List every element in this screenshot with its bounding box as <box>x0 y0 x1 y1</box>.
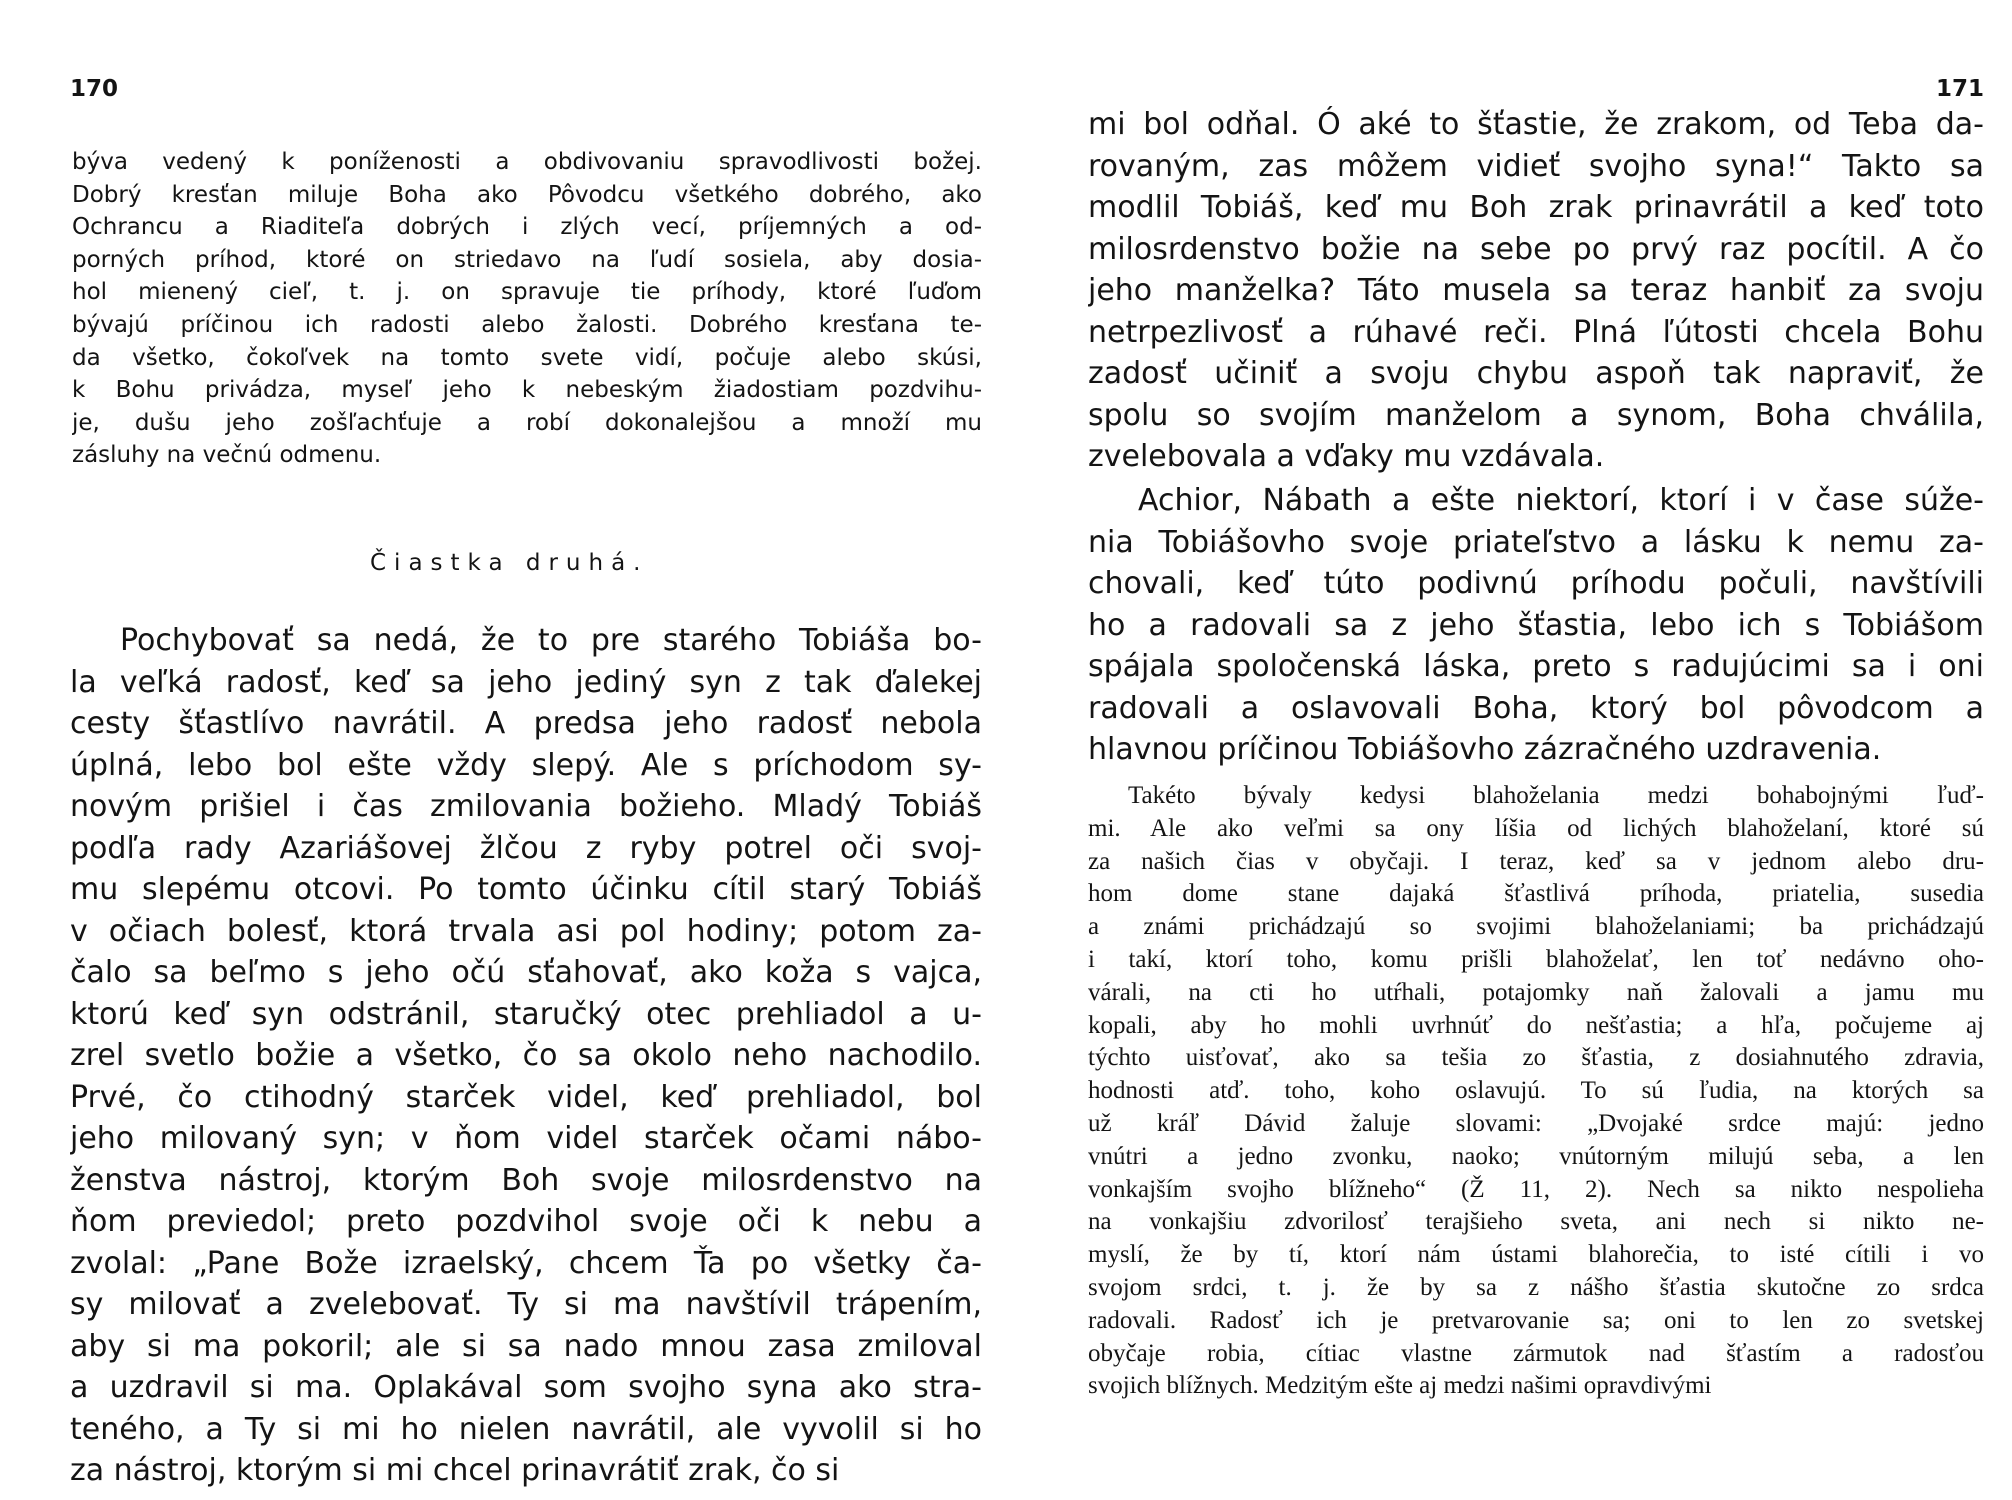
text-line: hlavnou príčinou Tobiášovho zázračného uzdravenia. <box>1088 732 1882 767</box>
text-line: netrpezlivosť a rúhavé reči. Plná ľútosti chcela Bohu <box>1088 314 1984 350</box>
text-line: mi. Ale ako veľmi sa ony líšia od lichých blahoželaní, ktoré sú <box>1088 814 1984 842</box>
text-line: svojom srdci, t. j. že by sa z nášho šťastia skutočne zo srdca <box>1088 1273 1984 1301</box>
text-line: úplná, lebo bol ešte vždy slepý. Ale s príchodom sy- <box>70 747 982 783</box>
text-line: a známi prichádzajú so svojimi blahoželaniami; ba prichádzajú <box>1088 913 1984 941</box>
text-line: mi bol odňal. Ó aké to šťastie, že zrakom, od Teba da- <box>1088 107 1984 142</box>
text-line: modlil Tobiáš, keď mu Boh zrak prinavrátil a keď toto <box>1088 190 1984 225</box>
text-line: mu slepému otcovi. Po tomto účinku cítil starý Tobiáš <box>70 872 982 907</box>
text-line: aby si ma pokoril; ale si sa nado mnou zasa zmiloval <box>70 1328 982 1364</box>
text-line: kopali, aby ho mohli uvrhnúť do nešťastia; a hľa, počujeme aj <box>1088 1011 1984 1039</box>
text-line: za našich čias v obyčaji. I teraz, keď sa v jednom alebo dru- <box>1088 847 1984 875</box>
text-line: Dobrý kresťan miluje Boha ako Pôvodcu všetkého dobrého, ako <box>72 181 982 208</box>
text-line: ktorú keď syn odstránil, staručký otec prehliadol a u- <box>70 996 982 1032</box>
text-line: sy milovať a zvelebovať. Ty si ma navštívil trápením, <box>70 1287 982 1322</box>
text-line: rovaným, zas môžem vidieť svojho syna!“ Takto sa <box>1088 148 1984 184</box>
text-line: zvelebovala a vďaky mu vzdávala. <box>1088 439 1605 474</box>
paragraph-body <box>1088 480 1984 771</box>
text-line: la veľká radosť, keď sa jeho jediný syn z tak ďalekej <box>70 664 982 700</box>
text-line: porných príhod, ktoré on striedavo na ľudí sosiela, aby dosia- <box>72 246 982 273</box>
text-line: radovali. Radosť ich je pretvarovanie sa; oni to len zo svetskej <box>1088 1306 1984 1334</box>
text-line: ňom previedol; preto pozdvihol svoje oči k nebu a <box>70 1204 982 1239</box>
text-line: da všetko, čokoľvek na tomto svete vidí, počuje alebo skúsi, <box>72 344 982 371</box>
text-line: várali, na cti ho utŕhali, potajomky naň žalovali a jamu mu <box>1088 978 1984 1006</box>
text-line: teného, a Ty si mi ho nielen navrátil, ale vyvolil si ho <box>70 1411 982 1447</box>
text-line: Prvé, čo ctihodný starček videl, keď prehliadol, bol <box>70 1079 982 1115</box>
text-line: zásluhy na večnú odmenu. <box>72 442 382 469</box>
text-line: jeho milovaný syn; v ňom videl starček očami nábo- <box>70 1121 982 1156</box>
text-line: zvolal: „Pane Bože izraelský, chcem Ťa po všetky ča- <box>70 1245 982 1281</box>
text-line: jeho manželka? Táto musela sa teraz hanbiť za svoju <box>1088 273 1984 308</box>
text-line: podľa rady Azariášovej žlčou z ryby potrel oči svoj- <box>70 830 982 866</box>
text-line: spájala spoločenská láska, preto s radujúcimi sa i oni <box>1088 649 1984 684</box>
text-line: k Bohu privádza, myseľ jeho k nebeským žiadostiam pozdvihu- <box>72 377 982 404</box>
paragraph-small <box>72 146 982 472</box>
text-line: cesty šťastlívo navrátil. A predsa jeho radosť nebola <box>70 706 982 741</box>
text-line: ho a radovali sa z jeho šťastia, lebo ich s Tobiášom <box>1088 607 1984 643</box>
section-heading: Čiastka druhá. <box>370 550 649 576</box>
text-line: už kráľ Dávid žaluje slovami: „Dvojaké srdce majú: jedno <box>1088 1109 1984 1137</box>
text-line: novým prišiel i čas zmilovania božieho. Mladý Tobiáš <box>70 789 982 824</box>
text-line: spolu so svojím manželom a synom, Boha chválila, <box>1088 397 1984 433</box>
text-line: čalo sa beľmo s jeho očú sťahovať, ako koža s vajca, <box>70 955 982 990</box>
text-line: v očiach bolesť, ktorá trvala asi pol hodiny; potom za- <box>70 913 982 949</box>
right-page <box>1006 0 2012 1500</box>
text-line: Takéto bývaly kedysi blahoželania medzi bohabojnými ľuď- <box>1128 782 1984 809</box>
paragraph-small <box>1088 780 1984 1403</box>
paragraph-body <box>1088 104 1984 478</box>
text-line: týchto uisťovať, ako sa tešia zo šťastia, z dosiahnutého zdravia, <box>1088 1044 1984 1072</box>
text-line: na vonkajšiu zdvorilosť terajšieho sveta, ani nech si nikto ne- <box>1088 1208 1984 1236</box>
text-line: chovali, keď túto podivnú príhodu počuli, navštívili <box>1088 566 1984 601</box>
page-number: 170 <box>70 76 119 102</box>
text-line: ženstva nástroj, ktorým Boh svoje milosrdenstvo na <box>70 1162 982 1198</box>
text-line: milosrdenstvo božie na sebe po prvý raz pocítil. A čo <box>1088 231 1984 267</box>
paragraph-body <box>70 620 982 1492</box>
text-line: hodnosti atď. toho, koho oslavujú. To sú ľudia, na ktorých sa <box>1088 1077 1984 1105</box>
text-line: vonkajším svojho blížneho“ (Ž 11, 2). Nech sa nikto nespolieha <box>1088 1175 1984 1203</box>
text-line: obyčaje robia, cítiac vlastne zármutok nad šťastím a radosťou <box>1088 1339 1984 1367</box>
text-line: Achior, Nábath a ešte niektorí, ktorí i v čase súže- <box>1138 483 1984 518</box>
text-line: zrel svetlo božie a všetko, čo sa okolo neho nachodilo. <box>70 1038 982 1073</box>
text-line: i takí, ktorí toho, komu prišli blahoželať, len toť nedávno oho- <box>1088 945 1984 973</box>
text-line: Ochrancu a Riaditeľa dobrých i zlých vecí, príjemných a od- <box>72 214 982 241</box>
text-line: je, dušu jeho zošľachťuje a robí dokonalejšou a množí mu <box>72 409 982 436</box>
text-line: hom dome stane dajaká šťastlivá príhoda, priatelia, susedia <box>1088 880 1984 908</box>
text-line: Pochybovať sa nedá, že to pre starého Tobiáša bo- <box>120 623 982 658</box>
text-line: vnútri a jedno zvonku, naoko; vnútorným milujú seba, a len <box>1088 1142 1984 1170</box>
text-line: nia Tobiášovho svoje priateľstvo a lásku k nemu za- <box>1088 524 1984 560</box>
text-line: svojich blížnych. Medzitým ešte aj medzi našimi opravdivými <box>1088 1372 1712 1400</box>
text-line: za nástroj, ktorým si mi chcel prinavrátiť zrak, čo si <box>70 1453 840 1488</box>
text-line: býva vedený k poníženosti a obdivovaniu spravodlivosti božej. <box>72 149 982 175</box>
text-line: hol mienený cieľ, t. j. on spravuje tie príhody, ktoré ľuďom <box>72 279 982 306</box>
text-line: bývajú príčinou ich radosti alebo žalosti. Dobrého kresťana te- <box>72 311 982 338</box>
text-line: radovali a oslavovali Boha, ktorý bol pôvodcom a <box>1088 690 1984 726</box>
text-line: a uzdravil si ma. Oplakával som svojho syna ako stra- <box>70 1370 982 1405</box>
text-line: zadosť učiniť a svoju chybu aspoň tak napraviť, že <box>1088 356 1984 391</box>
page-number: 171 <box>1936 76 1985 102</box>
text-line: myslí, že by tí, ktorí nám ústami blahorečia, to isté cítili i vo <box>1088 1241 1984 1269</box>
